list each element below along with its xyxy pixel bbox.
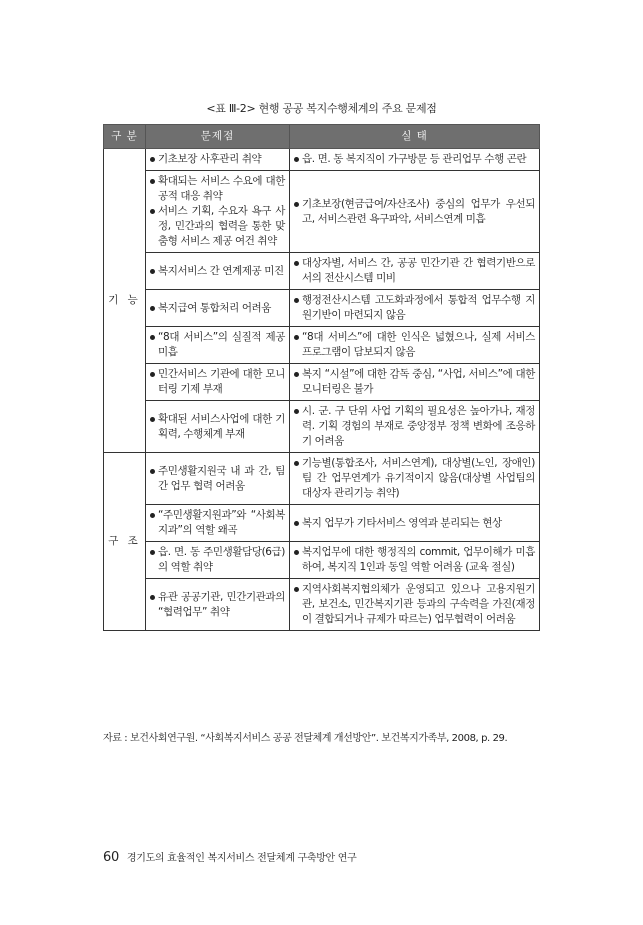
problem-item: 기초보장 사후관리 취약: [150, 152, 285, 167]
problem-cell: [146, 149, 290, 171]
problem-cell: [146, 290, 290, 327]
table-row: [104, 542, 540, 579]
problem-item: 읍. 면. 동 주민생활담당(6급)의 역할 취약: [150, 545, 285, 575]
status-item: “8대 서비스”에 대한 인식은 넓혔으나, 실제 서비스 프로그램이 담보되지 않음: [294, 330, 535, 360]
status-item: 시. 군. 구 단위 사업 기획의 필요성은 높아가나, 재정력. 기획 경험의 부재로 중앙정부 정책 변화에 조응하기 어려움: [294, 404, 535, 449]
category-cell-function: 기 능: [104, 149, 146, 453]
problem-cell: [146, 401, 290, 453]
status-cell: [290, 542, 540, 579]
status-item: 복지 “시설”에 대한 감독 중심, “사업, 서비스”에 대한 모니터링은 불가: [294, 367, 535, 397]
table-row: [104, 579, 540, 631]
problem-item: 유관 공공기관, 민간기관과의 “협력업무” 취약: [150, 590, 285, 620]
status-cell: [290, 401, 540, 453]
status-item: 대상자별, 서비스 간, 공공 민간기관 간 협력기반으로서의 전산시스템 미비: [294, 256, 535, 286]
problems-table: [103, 124, 540, 631]
category-cell-structure: 구 조: [104, 453, 146, 631]
table-row: [104, 364, 540, 401]
status-cell: [290, 505, 540, 542]
table-header-row: [104, 125, 540, 149]
problem-cell: [146, 253, 290, 290]
status-item: 기초보장(현금급여/자산조사) 중심의 업무가 우선되고, 서비스관련 욕구파악, 서비스연계 미흡: [294, 197, 535, 227]
status-item: 지역사회복지협의체가 운영되고 있으나 고용지원기관, 보건소, 민간복지기관 등과의 구속력을 가진(재정이 결합되거나 규제가 따르는) 업무협력이 어려움: [294, 582, 535, 627]
problem-cell: [146, 542, 290, 579]
status-item: 복지 업무가 기타서비스 영역과 분리되는 현상: [294, 516, 535, 531]
footer-title: 경기도의 효율적인 복지서비스 전달체계 구축방안 연구: [126, 853, 357, 864]
problem-cell: [146, 579, 290, 631]
table-row: [104, 171, 540, 253]
problem-cell: [146, 453, 290, 505]
table-row: [104, 401, 540, 453]
status-item: 읍. 면. 동 복지직이 가구방문 등 관리업무 수행 곤란: [294, 152, 535, 167]
status-cell: [290, 364, 540, 401]
problem-cell: [146, 505, 290, 542]
problem-cell: [146, 364, 290, 401]
problem-item: 복지서비스 간 연계제공 미진: [150, 264, 285, 279]
header-category: 구 분: [104, 125, 146, 149]
problem-cell: [146, 171, 290, 253]
header-problem: 문제점: [146, 125, 290, 149]
status-cell: [290, 579, 540, 631]
problem-item: “주민생활지원과”와 “사회복지과”의 역할 왜곡: [150, 508, 285, 538]
problem-item: 주민생활지원국 내 과 간, 팀 간 업무 협력 어려움: [150, 464, 285, 494]
status-item: 복지업무에 대한 행정직의 commit, 업무이해가 미흡하여, 복지직 1인과 동일 역할 어려움 (교육 절실): [294, 545, 535, 575]
status-item: 기능별(통합조사, 서비스연계), 대상별(노인, 장애인) 팀 간 업무연계가 유기적이지 않음(대상별 사업팀의 대상자 관리기능 취약): [294, 456, 535, 501]
table-row: [104, 327, 540, 364]
status-cell: [290, 453, 540, 505]
header-status: 실 태: [290, 125, 540, 149]
problem-cell: [146, 327, 290, 364]
table-row: [104, 453, 540, 505]
problem-item: 확대된 서비스사업에 대한 기획력, 수행체계 부재: [150, 412, 285, 442]
status-cell: [290, 149, 540, 171]
table-row: [104, 149, 540, 171]
problem-item: 확대되는 서비스 수요에 대한 공적 대응 취약: [150, 174, 285, 204]
table-caption: <표 Ⅲ-2> 현행 공공 복지수행체계의 주요 문제점: [206, 102, 437, 115]
source-note: 자료 : 보건사회연구원. “사회복지서비스 공공 전달체계 개선방안”. 보건복지가족부, 2008, p. 29.: [103, 733, 508, 744]
status-item: 행정전산시스템 고도화과정에서 통합적 업무수행 지원기반이 마련되지 않음: [294, 293, 535, 323]
problem-item: 서비스 기획, 수요자 욕구 사정, 민간과의 협력을 통한 맞춤형 서비스 제공 여건 취약: [150, 204, 285, 249]
table-row: [104, 505, 540, 542]
problem-item: 민간서비스 기관에 대한 모니터링 기제 부재: [150, 367, 285, 397]
status-cell: [290, 290, 540, 327]
problem-item: 복지급여 통합처리 어려움: [150, 301, 285, 316]
page-number: 60: [103, 850, 119, 865]
status-cell: [290, 253, 540, 290]
table-row: [104, 253, 540, 290]
page-footer: [103, 849, 357, 865]
table-row: [104, 290, 540, 327]
status-cell: [290, 171, 540, 253]
status-cell: [290, 327, 540, 364]
problem-item: “8대 서비스”의 실질적 제공 미흡: [150, 330, 285, 360]
